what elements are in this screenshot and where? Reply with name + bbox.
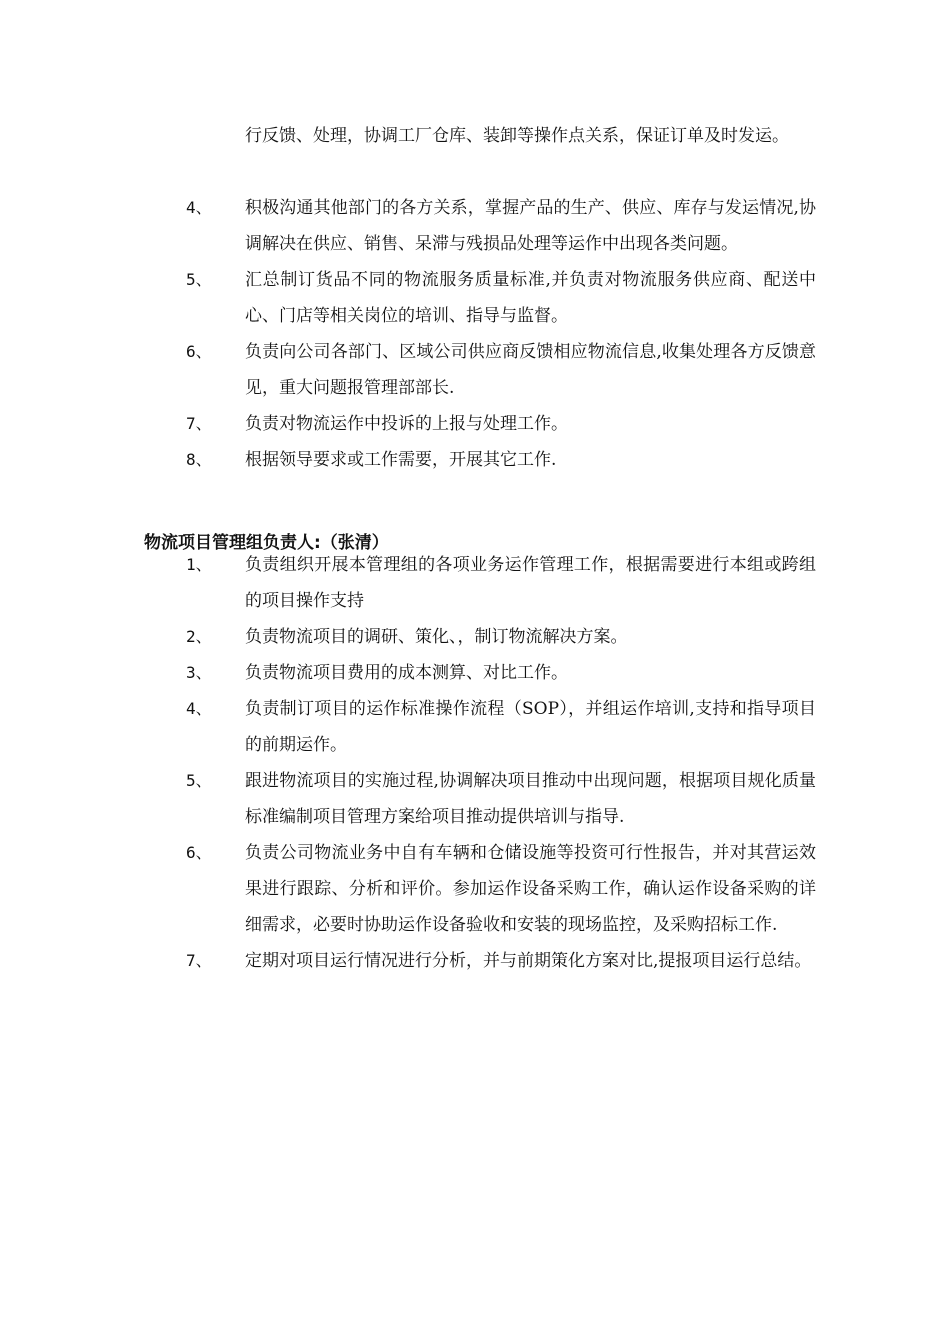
list-item-text: 跟进物流项目的实施过程,协调解决项目推动中出现问题，根据项目规化质量标准编制项目管理方案给项目推动提供培训与指导.	[245, 771, 816, 827]
list-item-number: 2、	[186, 627, 212, 646]
list-item-text: 汇总制订货品不同的物流服务质量标准,并负责对物流服务供应商、配送中心、门店等相关岗位的培训、指导与监督。	[245, 270, 816, 326]
list-item-number: 6、	[186, 843, 212, 862]
list-item	[186, 835, 816, 943]
list-item	[186, 763, 816, 835]
list-item-text: 负责组织开展本管理组的各项业务运作管理工作，根据需要进行本组或跨组的项目操作支持	[245, 555, 816, 611]
list-item	[186, 655, 816, 691]
list-item	[186, 691, 816, 763]
section-heading: 物流项目管理组负责人:（张清）	[144, 533, 389, 554]
list-item-number: 5、	[186, 270, 212, 289]
list-item	[186, 442, 816, 478]
list-item-text: 负责制订项目的运作标准操作流程（SOP），并组运作培训,支持和指导项目的前期运作。	[245, 699, 816, 755]
list-item-text: 负责公司物流业务中自有车辆和仓储设施等投资可行性报告，并对其营运效果进行跟踪、分析和评价。参加运作设备采购工作，确认运作设备采购的详细需求，必要时协助运作设备验收和安装的现场监控，及采购招标工作.	[245, 843, 816, 935]
list-item-number: 4、	[186, 198, 212, 217]
continued-list-item	[186, 118, 816, 154]
list-item	[186, 190, 816, 262]
continued-item-body: 行反馈、处理，协调工厂仓库、装卸等操作点关系，保证订单及时发运。	[245, 126, 789, 146]
list-item	[186, 943, 816, 979]
list-item	[186, 619, 816, 655]
list-item-text: 负责物流项目的调研、策化、，制订物流解决方案。	[245, 627, 628, 647]
list-item-text: 积极沟通其他部门的各方关系，掌握产品的生产、供应、库存与发运情况,协调解决在供应、销售、呆滞与残损品处理等运作中出现各类问题。	[245, 198, 816, 254]
list-item-text: 负责向公司各部门、区域公司供应商反馈相应物流信息,收集处理各方反馈意见，重大问题报管理部部长.	[245, 342, 816, 398]
list-item	[186, 406, 816, 442]
list-item-text: 负责物流项目费用的成本测算、对比工作。	[245, 663, 568, 683]
list-item-number: 6、	[186, 342, 212, 361]
list-item-number: 1、	[186, 555, 212, 574]
list-item-number: 5、	[186, 771, 212, 790]
list-item	[186, 547, 816, 619]
list-item	[186, 262, 816, 334]
list-item-number: 8、	[186, 450, 212, 469]
list-item-text: 定期对项目运行情况进行分析，并与前期策化方案对比,提报项目运行总结。	[245, 951, 812, 971]
list-item-text: 负责对物流运作中投诉的上报与处理工作。	[245, 414, 568, 434]
project-management-duty-list	[0, 547, 950, 979]
list-item-number: 7、	[186, 951, 212, 970]
list-item-text: 根据领导要求或工作需要，开展其它工作.	[245, 450, 557, 470]
list-item-number: 4、	[186, 699, 212, 718]
list-item-number: 3、	[186, 663, 212, 682]
list-item-number: 7、	[186, 414, 212, 433]
list-item	[186, 334, 816, 406]
logistics-duty-list	[0, 190, 950, 478]
continued-item-text	[0, 118, 950, 154]
